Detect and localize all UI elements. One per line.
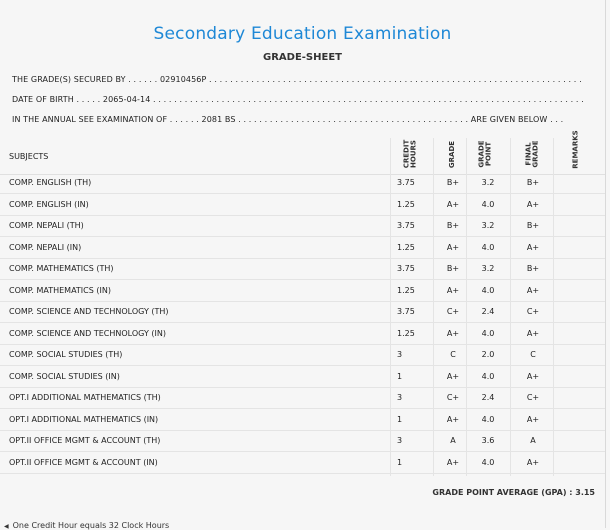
credit-hours-cell: 3.75 bbox=[397, 221, 415, 230]
footnote-text: One Credit Hour equals 32 Clock Hours bbox=[12, 521, 170, 530]
grade-point-cell: 4.0 bbox=[481, 457, 495, 467]
credit-hours-cell: 1.25 bbox=[397, 242, 415, 252]
table-row bbox=[0, 344, 605, 366]
subject-cell: COMP. MATHEMATICS (TH) bbox=[9, 264, 114, 273]
table-row bbox=[0, 172, 605, 194]
subject-cell: COMP. MATHEMATICS (IN) bbox=[9, 285, 111, 295]
column-divider bbox=[390, 138, 391, 476]
credit-hours-cell: 3 bbox=[397, 436, 403, 445]
table-row bbox=[0, 280, 605, 302]
column-divider bbox=[553, 138, 554, 476]
grade-header-label: GRADE bbox=[448, 140, 457, 168]
table-row bbox=[0, 194, 605, 216]
grade-cell: C bbox=[450, 350, 456, 359]
credit-hours-header bbox=[390, 134, 430, 174]
table-header bbox=[0, 129, 605, 175]
credit-hours-header-label: CREDIT HOURS bbox=[402, 139, 417, 169]
subject-cell: COMP. ENGLISH (IN) bbox=[9, 199, 89, 209]
remarks-header-label: REMARKS bbox=[571, 129, 580, 169]
column-divider bbox=[433, 138, 434, 476]
final-grade-cell: A+ bbox=[526, 328, 540, 338]
grade-point-cell: 4.0 bbox=[481, 199, 495, 209]
remarks-header bbox=[556, 129, 596, 169]
final-grade-cell: B+ bbox=[526, 221, 540, 230]
grade-cell: A bbox=[450, 436, 456, 445]
final-grade-cell: A+ bbox=[526, 199, 540, 209]
grade-point-header-label: GRADE POINT bbox=[478, 140, 493, 168]
grade-cell: B+ bbox=[446, 264, 460, 273]
caret-left-icon: ◀ bbox=[4, 523, 9, 530]
table-row bbox=[0, 301, 605, 323]
table-row bbox=[0, 366, 605, 388]
table-row bbox=[0, 258, 605, 280]
column-divider bbox=[466, 138, 467, 476]
credit-hours-cell: 3 bbox=[397, 393, 403, 402]
table-row bbox=[0, 323, 605, 345]
table-row bbox=[0, 409, 605, 431]
grade-cell: A+ bbox=[446, 371, 460, 381]
subject-cell: COMP. SOCIAL STUDIES (TH) bbox=[9, 350, 123, 359]
final-grade-cell: C bbox=[530, 350, 536, 359]
subject-cell: COMP. NEPALI (TH) bbox=[9, 221, 84, 230]
table-row bbox=[0, 237, 605, 259]
table-row bbox=[0, 387, 605, 409]
grade-cell: A+ bbox=[446, 328, 460, 338]
table-row bbox=[0, 215, 605, 237]
student-symbol-line: THE GRADE(S) SECURED BY . . . . . . 02910456P . . . . . . . . . . . . . . . . . . . . . . . . . . . . . . . . . . . . . . . . . . . . . . . . . . . . . . . . . . . . . . . . . . . . . . . bbox=[12, 75, 582, 84]
final-grade-cell: B+ bbox=[526, 264, 540, 273]
grade-cell: A+ bbox=[446, 242, 460, 252]
grade-point-cell: 4.0 bbox=[481, 242, 495, 252]
grade-point-cell: 3.6 bbox=[481, 436, 495, 445]
credit-hours-cell: 3.75 bbox=[397, 178, 415, 187]
grade-cell: A+ bbox=[446, 285, 460, 295]
grade-cell: B+ bbox=[446, 221, 460, 230]
subject-cell: COMP. SCIENCE AND TECHNOLOGY (TH) bbox=[9, 307, 169, 316]
final-grade-cell: A bbox=[530, 436, 536, 445]
subject-cell: OPT.II OFFICE MGMT & ACCOUNT (IN) bbox=[9, 457, 158, 467]
grade-cell: A+ bbox=[446, 199, 460, 209]
final-grade-cell: A+ bbox=[526, 242, 540, 252]
footnote bbox=[4, 521, 169, 530]
final-grade-header-label: FINAL GRADE bbox=[525, 140, 540, 168]
exam-title: Secondary Education Examination bbox=[153, 24, 452, 44]
subject-cell: OPT.I ADDITIONAL MATHEMATICS (IN) bbox=[9, 414, 159, 424]
subject-cell: COMP. ENGLISH (TH) bbox=[9, 178, 92, 187]
date-of-birth-line: DATE OF BIRTH . . . . . 2065-04-14 . . . . . . . . . . . . . . . . . . . . . . . . . . . . . . . . . . . . . . . . . . . . . . . . . . . . . . . . . . . . . . . . . . . . . . . . . . . . . . . . . . bbox=[12, 95, 584, 104]
subject-cell: COMP. SCIENCE AND TECHNOLOGY (IN) bbox=[9, 328, 166, 338]
credit-hours-cell: 1.25 bbox=[397, 285, 415, 295]
final-grade-cell: A+ bbox=[526, 371, 540, 381]
column-divider bbox=[510, 138, 511, 476]
subject-cell: COMP. NEPALI (IN) bbox=[9, 242, 82, 252]
sheet-subtitle: GRADE-SHEET bbox=[263, 52, 342, 63]
grade-point-cell: 4.0 bbox=[481, 285, 495, 295]
grade-point-cell: 4.0 bbox=[481, 371, 495, 381]
grade-point-header bbox=[466, 134, 506, 174]
final-grade-cell: C+ bbox=[526, 307, 540, 316]
final-grade-header bbox=[513, 134, 553, 174]
grade-point-cell: 3.2 bbox=[481, 264, 495, 273]
grade-point-cell: 4.0 bbox=[481, 328, 495, 338]
credit-hours-cell: 1 bbox=[397, 457, 403, 467]
final-grade-cell: A+ bbox=[526, 285, 540, 295]
credit-hours-cell: 1.25 bbox=[397, 328, 415, 338]
credit-hours-cell: 3.75 bbox=[397, 307, 415, 316]
credit-hours-cell: 1 bbox=[397, 371, 403, 381]
gpa-summary: GRADE POINT AVERAGE (GPA) : 3.15 bbox=[432, 488, 595, 497]
grade-point-cell: 3.2 bbox=[481, 178, 495, 187]
grade-cell: C+ bbox=[446, 307, 460, 316]
grade-point-cell: 2.0 bbox=[481, 350, 495, 359]
credit-hours-cell: 1.25 bbox=[397, 199, 415, 209]
exam-year-line: IN THE ANNUAL SEE EXAMINATION OF . . . . . . 2081 BS . . . . . . . . . . . . . . . . . . . . . . . . . . . . . . . . . . . . . . . . . . . . ARE GIVEN BELOW . . . bbox=[12, 115, 564, 124]
subject-cell: OPT.II OFFICE MGMT & ACCOUNT (TH) bbox=[9, 436, 161, 445]
grade-point-cell: 2.4 bbox=[481, 307, 495, 316]
table-row bbox=[0, 430, 605, 452]
grade-point-cell: 4.0 bbox=[481, 414, 495, 424]
subject-cell: OPT.I ADDITIONAL MATHEMATICS (TH) bbox=[9, 393, 161, 402]
grade-cell: A+ bbox=[446, 457, 460, 467]
final-grade-cell: A+ bbox=[526, 414, 540, 424]
final-grade-cell: C+ bbox=[526, 393, 540, 402]
final-grade-cell: A+ bbox=[526, 457, 540, 467]
credit-hours-cell: 3 bbox=[397, 350, 403, 359]
subject-cell: COMP. SOCIAL STUDIES (IN) bbox=[9, 371, 120, 381]
grade-cell: A+ bbox=[446, 414, 460, 424]
credit-hours-cell: 3.75 bbox=[397, 264, 415, 273]
credit-hours-cell: 1 bbox=[397, 414, 403, 424]
subjects-header: SUBJECTS bbox=[9, 152, 49, 161]
grade-point-cell: 3.2 bbox=[481, 221, 495, 230]
grade-cell: B+ bbox=[446, 178, 460, 187]
grade-cell: C+ bbox=[446, 393, 460, 402]
table-row bbox=[0, 452, 605, 474]
final-grade-cell: B+ bbox=[526, 178, 540, 187]
grade-point-cell: 2.4 bbox=[481, 393, 495, 402]
